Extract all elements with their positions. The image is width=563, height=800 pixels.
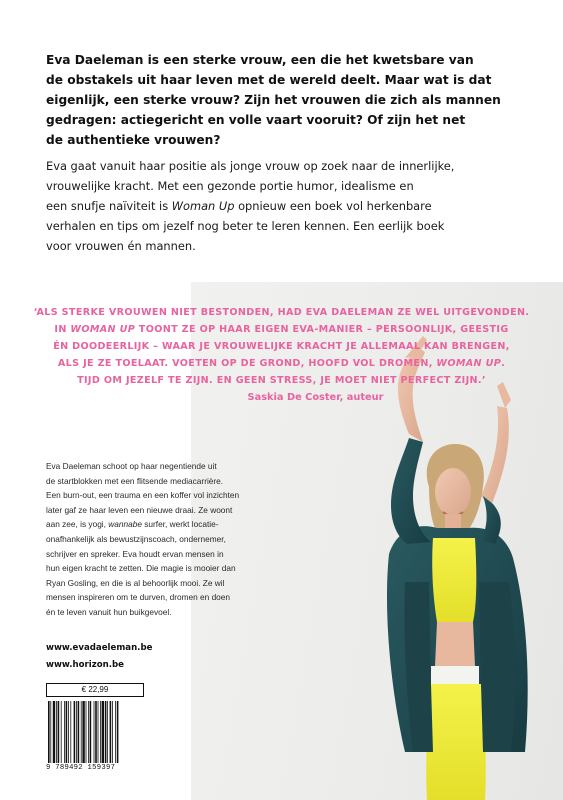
barcode-bar <box>68 701 69 763</box>
quote-text: TOONT ZE OP HAAR EIGEN EVA-MANIER – PERSOONLIJK, GEESTIG <box>135 324 509 335</box>
barcode-bar <box>94 701 95 763</box>
quote-line <box>0 355 563 372</box>
barcode-bar <box>117 701 119 763</box>
press-quote <box>0 304 563 406</box>
barcode-bar <box>61 701 62 763</box>
quote-line <box>0 321 563 338</box>
barcode-bar <box>70 701 71 763</box>
bio-line: later gaf ze haar leven een nieuwe draai. Ze woont <box>46 504 233 515</box>
bio-line <box>46 517 286 532</box>
barcode-bar <box>86 701 87 763</box>
intro-line: eigenlijk, een sterke vrouw? Zijn het vrouwen die zich als mannen <box>46 93 501 107</box>
barcode-bar <box>110 701 112 763</box>
intro-line: de obstakels uit haar leven met de wereld deelt. Maar wat is dat <box>46 73 492 87</box>
isbn-number: 9 789492 159397 <box>46 764 116 772</box>
barcode-bar <box>102 701 104 763</box>
description-text: een snufje naïviteit is <box>46 199 172 213</box>
barcode-bar <box>90 701 92 763</box>
barcode-bar <box>64 701 65 763</box>
quote-text: ALS JE ZE TOELAAT. VOETEN OP DE GROND, HOOFD VOL DROMEN, <box>57 358 437 369</box>
description-line: voor vrouwen én mannen. <box>46 239 196 253</box>
barcode-bar <box>74 701 76 763</box>
barcode-bar <box>50 701 51 763</box>
intro-line: gedragen: actiegericht en volle vaart vooruit? Of zijn het net <box>46 113 466 127</box>
book-title-italic: Woman Up <box>171 199 235 213</box>
description-line <box>46 196 536 216</box>
quote-line: ÉN DOODEERLIJK – WAAR JE VROUWELIJKE KRACHT JE ALLEMAAL KAN BRENGEN, <box>53 341 510 352</box>
publisher-website-link[interactable]: www.horizon.be <box>46 660 125 670</box>
barcode-bar <box>56 701 57 763</box>
description-line: verhalen en tips om jezelf nog beter te leren kennen. Een eerlijk boek <box>46 219 445 233</box>
barcode-bar <box>76 701 77 763</box>
barcode-bar <box>81 701 82 763</box>
bio-line: Eva Daeleman schoot op haar negentiende uit <box>46 461 217 471</box>
quote-author: Saskia De Coster, auteur <box>247 392 384 403</box>
barcode-bar <box>66 701 68 763</box>
bio-line: onafhankelijk als bewustzijnscoach, ondernemer, <box>46 533 226 544</box>
bio-line: én te leven vanuit hun buikgevoel. <box>46 606 172 617</box>
barcode-bars <box>46 701 144 763</box>
barcode-bar <box>115 701 116 763</box>
barcode-bar <box>78 701 80 763</box>
price-label: € 22,99 <box>46 683 144 697</box>
description-paragraph <box>46 156 536 256</box>
bio-italic: wannabe <box>108 519 142 530</box>
barcode-bar <box>112 701 113 763</box>
barcode-bar <box>105 701 107 763</box>
bio-line: Een burn-out, een trauma en een koffer vol inzichten <box>46 490 240 501</box>
barcode-bar <box>53 701 55 763</box>
author-website-link[interactable]: www.evadaeleman.be <box>46 643 153 653</box>
barcode-bar <box>58 701 60 763</box>
barcode-bar <box>82 701 84 763</box>
quote-text: IN <box>54 324 71 335</box>
quote-line: TIJD OM JEZELF TE ZIJN. EN GEEN STRESS, JE MOET NIET PERFECT ZIJN.’ <box>77 375 486 386</box>
bio-text: aan zee, is yogi, <box>46 519 109 530</box>
quote-line: ‘ALS STERKE VROUWEN NIET BESTONDEN, HAD EVA DAELEMAN ZE WEL UITGEVONDEN. <box>33 307 530 318</box>
author-bio <box>46 459 286 620</box>
bio-line: mensen inspireren om te durven, dromen en doen <box>46 592 231 603</box>
barcode-bar <box>107 701 108 763</box>
bio-line: schrijver en spreker. Eva houdt ervan mensen in <box>46 548 224 559</box>
barcode-bar <box>48 701 50 763</box>
quote-text: . <box>501 358 506 369</box>
barcode-bar <box>100 701 101 763</box>
isbn-barcode <box>46 683 144 777</box>
description-line: Eva gaat vanuit haar positie als jonge vrouw op zoek naar de innerlijke, <box>46 159 455 173</box>
intro-line: Eva Daeleman is een sterke vrouw, een die het kwetsbare van <box>46 53 474 67</box>
barcode-bar <box>88 701 89 763</box>
description-line: vrouwelijke kracht. Met een gezonde portie humor, idealisme en <box>46 179 414 193</box>
intro-line: de authentieke vrouwen? <box>46 133 221 147</box>
barcode-bar <box>95 701 97 763</box>
quote-title-italic: WOMAN UP <box>70 324 136 335</box>
barcode-bar <box>98 701 99 763</box>
bio-line: hun eigen kracht te zetten. Die magie is mooier dan <box>46 563 236 574</box>
website-links <box>46 640 152 674</box>
description-text: opnieuw een boek vol herkenbare <box>234 199 432 213</box>
bio-text: surfer, werkt locatie- <box>141 519 219 530</box>
bio-line: de startblokken met een flitsende mediacarrière. <box>46 475 224 486</box>
bio-line: Ryan Gosling, en die is al behoorlijk mooi. Ze wil <box>46 577 225 588</box>
quote-title-italic: WOMAN UP <box>436 358 502 369</box>
intro-paragraph <box>46 50 526 150</box>
